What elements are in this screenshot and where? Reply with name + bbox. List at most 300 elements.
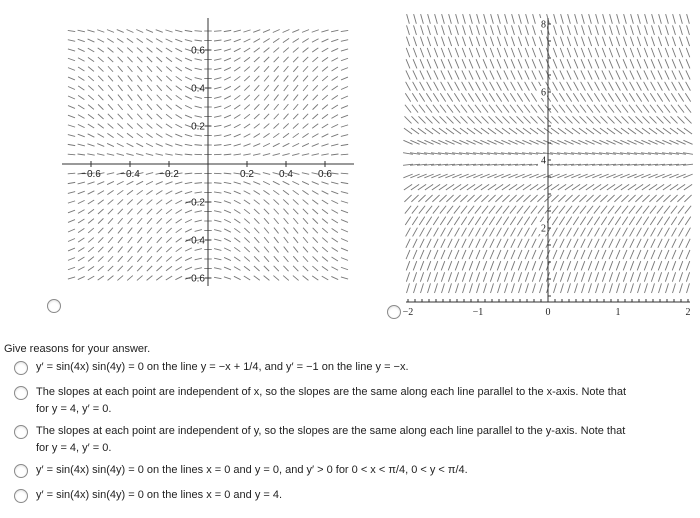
slope-segment <box>293 95 298 101</box>
slope-segment <box>498 283 501 293</box>
slope-segment <box>107 173 114 175</box>
slope-segment <box>454 105 460 113</box>
slope-segment <box>525 228 530 237</box>
slope-segment <box>156 48 162 52</box>
slope-segment <box>137 104 142 110</box>
slope-segment <box>589 283 592 293</box>
slope-segment <box>574 261 578 270</box>
slope-segment <box>156 266 162 271</box>
slope-segment <box>616 261 620 270</box>
slope-segment <box>127 181 134 184</box>
slope-segment <box>567 37 570 46</box>
slope-segment <box>628 128 636 134</box>
slope-segment <box>631 283 634 293</box>
slope-segment <box>264 228 269 234</box>
slope-segment <box>264 124 270 129</box>
slope-segment <box>609 228 614 237</box>
slope-segment <box>441 82 446 91</box>
slope-segment <box>166 219 172 224</box>
slope-segment <box>88 257 94 262</box>
slope-segment <box>595 261 599 270</box>
slope-segment <box>658 228 663 237</box>
slope-segment <box>302 39 308 43</box>
slope-segment <box>254 48 260 52</box>
slope-segment <box>413 228 418 237</box>
slope-segment <box>108 104 113 110</box>
slope-segment <box>214 125 221 126</box>
slope-segment <box>616 70 620 79</box>
option-4[interactable] <box>14 462 694 480</box>
x-tick-label: 0.2 <box>240 169 254 180</box>
right-plot-radio[interactable] <box>387 305 401 319</box>
slope-segment <box>628 184 636 190</box>
slope-segment <box>234 95 240 99</box>
slope-segment <box>482 206 488 214</box>
y-tick-label: 8 <box>541 19 546 31</box>
slope-segment <box>137 276 143 281</box>
slope-segment <box>483 250 487 259</box>
slope-segment <box>127 38 133 42</box>
slope-segment <box>581 228 586 237</box>
slope-segment <box>341 192 348 194</box>
slope-segment <box>449 14 452 24</box>
slope-segment <box>176 267 182 271</box>
slope-segment <box>530 184 538 190</box>
slope-segment <box>419 93 424 101</box>
slope-segment <box>435 25 438 35</box>
slope-segment <box>185 40 192 42</box>
slope-segment <box>460 184 468 190</box>
slope-segment <box>68 106 75 109</box>
option-5-radio[interactable] <box>14 489 28 503</box>
slope-segment <box>420 250 424 259</box>
slope-segment <box>341 87 348 90</box>
slope-segment <box>185 173 192 174</box>
slope-segment <box>518 70 522 79</box>
slope-segment <box>283 266 288 271</box>
slope-segment <box>637 250 641 259</box>
slope-segment <box>447 93 452 101</box>
x-tick-label: −0.6 <box>81 169 101 180</box>
slope-segment <box>428 14 431 24</box>
slope-segment <box>127 114 132 120</box>
slope-segment <box>420 228 425 237</box>
slope-segment <box>331 191 338 194</box>
slope-segment <box>243 154 250 155</box>
slope-segment <box>322 200 328 204</box>
slope-segment <box>176 247 182 251</box>
slope-segment <box>635 184 643 190</box>
slope-segment <box>283 123 288 128</box>
slope-segment <box>68 125 75 127</box>
slope-segment <box>575 25 578 35</box>
x-tick-label: −0.4 <box>120 169 140 180</box>
slope-segment <box>156 30 163 33</box>
slope-segment <box>283 276 289 281</box>
slope-segment <box>622 93 627 101</box>
slope-segment <box>594 217 599 225</box>
slope-segment <box>175 144 182 146</box>
slope-segment <box>413 250 417 259</box>
slope-segment <box>491 283 494 293</box>
slope-segment <box>434 70 438 79</box>
slope-segment <box>166 134 173 137</box>
slope-segment <box>525 261 529 270</box>
slope-segment <box>553 272 556 281</box>
slope-segment <box>254 218 259 223</box>
slope-segment <box>615 206 621 214</box>
slope-segment <box>214 59 221 61</box>
option-1-radio[interactable] <box>14 361 28 375</box>
slope-segment <box>462 272 465 281</box>
slope-segment <box>538 206 544 214</box>
slope-segment <box>322 105 328 110</box>
slope-segment <box>78 86 84 90</box>
slope-segment <box>244 95 250 100</box>
slope-segment <box>455 48 458 57</box>
option-1-text <box>36 359 696 376</box>
slope-segment <box>118 104 123 110</box>
slope-segment <box>273 181 280 184</box>
slope-segment <box>214 239 221 241</box>
slope-segment <box>341 154 348 155</box>
slope-segment <box>511 82 516 91</box>
slope-segment <box>672 59 676 68</box>
slope-segment <box>477 283 480 293</box>
slope-segment <box>503 206 509 214</box>
slope-segment <box>644 82 649 91</box>
slope-segment <box>650 206 656 214</box>
slope-segment <box>108 57 113 62</box>
slope-segment <box>644 70 648 79</box>
slope-segment <box>602 59 606 68</box>
slope-segment <box>175 30 182 32</box>
slope-segment <box>68 192 75 194</box>
slope-segment <box>603 14 606 24</box>
slope-segment <box>434 59 438 68</box>
slope-segment <box>234 76 240 80</box>
slope-segment <box>602 261 606 270</box>
slope-segment <box>631 25 634 35</box>
slope-segment <box>686 82 691 91</box>
slope-segment <box>234 115 240 119</box>
slope-segment <box>108 237 113 243</box>
slope-segment <box>644 228 649 237</box>
slope-segment <box>490 48 493 57</box>
slope-segment <box>603 283 606 293</box>
slope-segment <box>516 116 523 123</box>
slope-segment <box>608 217 613 225</box>
slope-segment <box>293 48 299 53</box>
slope-segment <box>455 250 459 259</box>
slope-segment <box>462 37 465 46</box>
slope-segment <box>185 77 192 80</box>
slope-segment <box>234 182 241 184</box>
slope-segment <box>567 239 571 248</box>
slope-segment <box>303 237 308 243</box>
slope-segment <box>516 184 524 190</box>
slope-segment <box>446 184 454 190</box>
slope-segment <box>322 86 328 91</box>
option-1[interactable] <box>14 359 694 377</box>
slope-segment <box>441 228 446 237</box>
slope-segment <box>581 59 585 68</box>
slope-segment <box>253 144 260 147</box>
slope-segment <box>456 25 459 35</box>
slope-segment <box>214 268 221 270</box>
slope-segment <box>637 37 640 46</box>
slope-segment <box>447 206 453 214</box>
slope-segment <box>166 48 172 52</box>
slope-segment <box>264 57 269 62</box>
slope-segment <box>234 105 240 109</box>
slope-segment <box>671 93 676 101</box>
slope-segment <box>463 283 466 293</box>
slope-segment <box>137 256 142 262</box>
slope-segment <box>511 272 514 281</box>
slope-segment <box>497 261 501 270</box>
slope-segment <box>470 283 473 293</box>
slope-segment <box>475 105 481 113</box>
slope-segment <box>453 116 460 123</box>
slope-segment <box>427 59 431 68</box>
slope-segment <box>503 217 508 225</box>
slope-segment <box>516 195 523 202</box>
slope-segment <box>497 48 500 57</box>
slope-segment <box>78 210 85 214</box>
slope-segment <box>630 228 635 237</box>
slope-segment <box>118 237 123 243</box>
slope-segment <box>332 86 338 90</box>
slope-segment <box>560 228 565 237</box>
slope-segment <box>303 276 309 281</box>
slope-segment <box>686 272 689 281</box>
slope-segment <box>293 199 299 204</box>
slope-segment <box>664 105 670 113</box>
slope-segment <box>341 182 348 183</box>
slope-segment <box>638 14 641 24</box>
slope-segment <box>176 86 182 90</box>
slope-segment <box>489 93 494 101</box>
slope-segment <box>322 266 328 270</box>
slope-segment <box>322 257 328 262</box>
slope-segment <box>581 37 584 46</box>
slope-segment <box>554 14 557 24</box>
slope-segment <box>234 67 240 71</box>
option-3[interactable] <box>14 423 694 457</box>
slope-segment <box>156 144 163 147</box>
option-2[interactable] <box>14 384 694 418</box>
slope-segment <box>518 272 521 281</box>
slope-segment <box>637 70 641 79</box>
slope-segment <box>658 37 661 46</box>
slope-segment <box>293 228 298 234</box>
slope-segment <box>644 48 647 57</box>
slope-segment <box>313 85 318 90</box>
slope-segment <box>331 276 338 279</box>
slope-segment <box>427 239 431 248</box>
slope-segment <box>263 30 270 33</box>
slope-segment <box>165 154 172 155</box>
slope-segment <box>224 257 231 260</box>
slope-segment <box>504 70 508 79</box>
slope-segment <box>185 30 192 31</box>
option-4-radio[interactable] <box>14 464 28 478</box>
slope-segment <box>432 128 440 134</box>
slope-segment <box>488 128 496 134</box>
slope-segment <box>313 104 318 109</box>
slope-segment <box>341 58 348 60</box>
slope-segment <box>470 25 473 35</box>
slope-segment <box>420 37 423 46</box>
slope-segment <box>293 247 298 253</box>
slope-segment <box>78 247 84 251</box>
slope-segment <box>511 250 515 259</box>
option-5[interactable] <box>14 487 694 505</box>
slope-segment <box>127 209 132 215</box>
slope-segment <box>128 104 133 110</box>
slope-segment <box>446 128 454 134</box>
slope-segment <box>283 114 288 120</box>
slope-segment <box>659 283 662 293</box>
slope-segment <box>490 261 494 270</box>
slope-segment <box>214 220 221 222</box>
slope-segment <box>579 128 587 134</box>
slope-segment <box>678 217 683 225</box>
slope-segment <box>274 57 279 62</box>
slope-segment <box>284 85 289 91</box>
slope-segment <box>539 261 543 270</box>
slope-segment <box>137 123 143 128</box>
slope-segment <box>491 25 494 35</box>
slope-segment <box>552 217 557 225</box>
slope-segment <box>686 48 689 57</box>
slope-segment <box>575 283 578 293</box>
slope-segment <box>147 200 153 205</box>
slope-segment <box>610 283 613 293</box>
slope-segment <box>665 48 668 57</box>
slope-segment <box>665 239 669 248</box>
left-slope-field-svg <box>58 14 358 290</box>
slope-segment <box>136 30 143 33</box>
slope-segment <box>594 105 600 113</box>
slope-segment <box>108 200 114 205</box>
slope-segment <box>176 58 182 62</box>
slope-segment <box>642 128 650 134</box>
slope-segment <box>166 124 172 128</box>
slope-segment <box>637 48 640 57</box>
option-2-radio[interactable] <box>14 386 28 400</box>
slope-segment <box>293 76 298 82</box>
slope-segment <box>166 76 172 81</box>
slope-segment <box>461 206 467 214</box>
slope-segment <box>136 143 143 146</box>
slope-segment <box>302 143 309 146</box>
slope-segment <box>531 105 537 113</box>
slope-segment <box>679 70 683 79</box>
slope-segment <box>490 239 494 248</box>
slope-segment <box>453 195 460 202</box>
slope-segment <box>175 276 182 279</box>
slope-segment <box>652 283 655 293</box>
slope-segment <box>214 68 221 70</box>
slope-segment <box>234 228 240 232</box>
slope-segment <box>68 154 75 155</box>
slope-segment <box>574 239 578 248</box>
slope-segment <box>434 272 437 281</box>
slope-segment <box>274 104 279 110</box>
slope-segment <box>519 283 522 293</box>
slope-segment <box>117 190 123 194</box>
slope-segment <box>214 183 221 184</box>
slope-segment <box>601 217 606 225</box>
slope-segment <box>312 154 319 156</box>
slope-segment <box>331 134 338 137</box>
slope-segment <box>483 261 487 270</box>
slope-segment <box>518 37 521 46</box>
slope-segment <box>274 228 279 234</box>
slope-segment <box>68 248 75 251</box>
x-tick-label: 2 <box>685 307 691 318</box>
slope-segment <box>609 261 613 270</box>
slope-segment <box>312 134 318 138</box>
slope-segment <box>657 206 663 214</box>
slope-segment <box>68 210 75 213</box>
slope-segment <box>512 14 515 24</box>
slope-segment <box>532 272 535 281</box>
slope-segment <box>108 276 114 281</box>
slope-segment <box>332 238 338 242</box>
slope-segment <box>567 250 571 259</box>
slope-segment <box>630 70 634 79</box>
slope-segment <box>322 219 328 224</box>
slope-segment <box>332 67 338 71</box>
slope-segment <box>244 67 250 72</box>
slope-segment <box>118 114 123 119</box>
slope-segment <box>629 217 634 225</box>
slope-segment <box>332 95 338 99</box>
slope-segment <box>572 128 580 134</box>
slope-segment <box>68 144 75 145</box>
slope-segment <box>224 267 231 270</box>
slope-segment <box>442 25 445 35</box>
option-3-radio[interactable] <box>14 425 28 439</box>
slope-segment <box>426 206 432 214</box>
slope-segment <box>98 218 103 223</box>
slope-segment <box>526 283 529 293</box>
slope-segment <box>552 105 558 113</box>
slope-segment <box>68 220 75 223</box>
slope-segment <box>341 115 348 118</box>
slope-segment <box>502 128 510 134</box>
x-tick-label: −2 <box>402 307 414 318</box>
slope-segment <box>420 70 424 79</box>
slope-segment <box>644 59 648 68</box>
left-plot-radio[interactable] <box>47 299 61 313</box>
slope-segment <box>658 261 662 270</box>
slope-segment <box>670 116 677 123</box>
slope-segment <box>684 116 691 123</box>
slope-segment <box>185 257 192 260</box>
slope-segment <box>68 96 75 99</box>
slope-segment <box>629 93 634 101</box>
slope-segment <box>426 105 432 113</box>
slope-segment <box>680 25 683 35</box>
slope-segment <box>341 258 348 261</box>
slope-segment <box>157 104 162 109</box>
slope-segment <box>523 195 530 202</box>
slope-segment <box>623 48 626 57</box>
